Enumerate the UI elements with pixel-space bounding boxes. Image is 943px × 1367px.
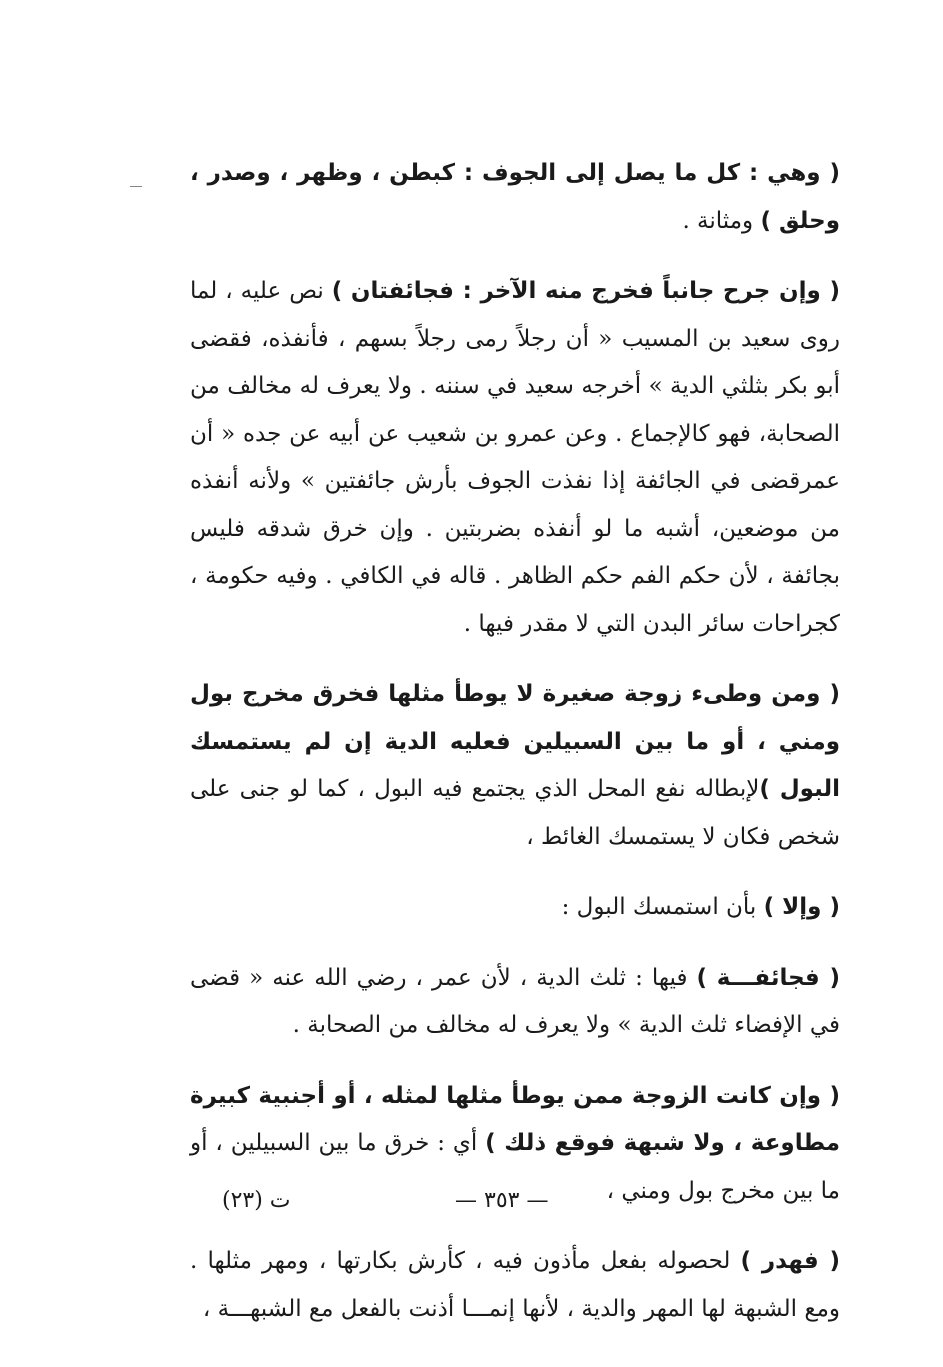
paragraph-1-text: ومثانة . [682, 207, 761, 234]
paragraph-6-heading: ( وإن كانت الزوجة ممن يوطأ مثلها لمثله ، أو أجنبية كبيرة مطاوعة ، ولا شبهة فوقع ذلك ) [190, 1082, 840, 1156]
paragraph-1-heading: ( وهي : كل ما يصل إلى الجوف : كبطن ، وظهر ، وصدر ، وحلق ) [190, 160, 840, 234]
paragraph-2 [190, 268, 840, 648]
paragraph-4 [190, 884, 840, 932]
paragraph-6-text: أي : خرق ما بين السبيلين ، أو ما بين مخرج بول ومني ، [190, 1130, 840, 1204]
paragraph-7 [190, 1238, 840, 1333]
body-text [190, 150, 840, 1356]
signature-mark: ت (٢٣) [222, 1188, 291, 1213]
margin-mark [130, 186, 142, 187]
paragraph-5-text: فيها : ثلث الدية ، لأن عمر ، رضي الله عنه « قضى في الإفضاء ثلث الدية » ولا يعرف له مخالف من الصحابة . [190, 964, 840, 1038]
paragraph-2-heading: ( وإن جرح جانباً فخرج منه الآخر : فجائفتان ) [331, 278, 840, 304]
paragraph-7-heading: ( فهدر ) [740, 1248, 840, 1274]
paragraph-5 [190, 955, 840, 1050]
paragraph-2-text: نص عليه ، لما روى سعيد بن المسيب « أن رجلاً رمى رجلاً بسهم ، فأنفذه، فقضى أبو بكر بثلثي الدية » أخرجه سعيد في سننه . ولا يعرف له مخالف من الصحابة، فهو كالإجماع . وعن عمرو بن شعيب عن أبيه عن جده « أن عمرقضى في الجائفة إذا نفذت الجوف بأرش جائفتين » ولأنه أنفذه من موضعين، أشبه ما لو أنفذه بضربتين . وإن خرق شدقه فليس بجائفة ، لأن حكم الفم حكم الظاهر . قاله في الكافي . وفيه حكومة ، كجراحات سائر البدن التي لا مقدر فيها . [190, 278, 840, 637]
page-footer [0, 1188, 943, 1228]
paragraph-3-text: لإبطاله نفع المحل الذي يجتمع فيه البول ، كما لو جنى على شخص فكان لا يستمسك الغائط ، [190, 776, 840, 850]
paragraph-3-heading: ( ومن وطىء زوجة صغيرة لا يوطأ مثلها فخرق مخرج بول ومني ، أو ما بين السبيلين فعليه الدية إن لم يستمسك البول ) [190, 681, 840, 802]
paragraph-5-heading: ( فجائفـــة ) [696, 964, 840, 991]
paragraph-4-heading: ( وإلا ) [763, 894, 840, 920]
page-number: — ٣٥٣ — [455, 1188, 549, 1213]
paragraph-4-text: بأن استمسك البول : [561, 894, 764, 920]
paragraph-7-text: لحصوله بفعل مأذون فيه ، كأرش بكارتها ، ومهر مثلها . ومع الشبهة لها المهر والدية ، لأنها إنمـــا أذنت بالفعل مع الشبهـــة ، [190, 1248, 840, 1322]
paragraph-1 [190, 150, 840, 245]
paragraph-3 [190, 671, 840, 861]
